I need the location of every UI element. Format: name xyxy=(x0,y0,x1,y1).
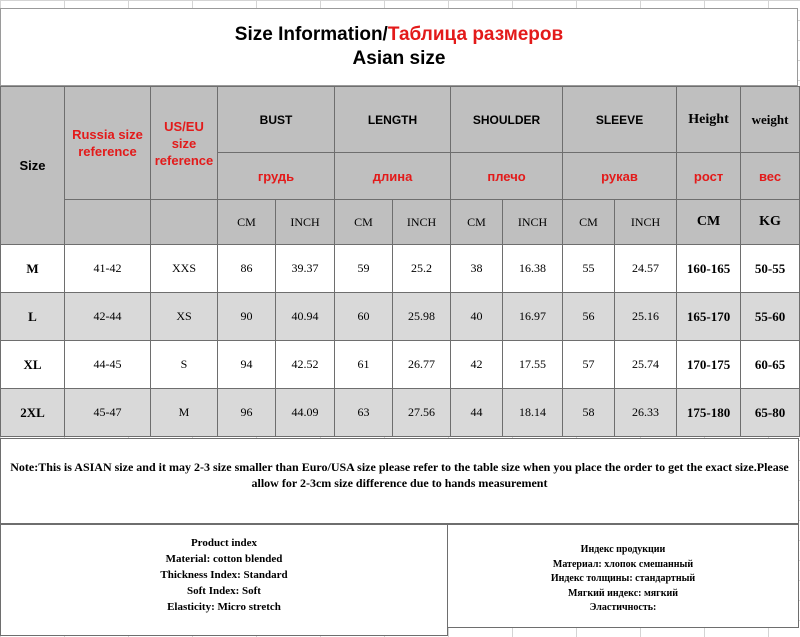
cell-useu: M xyxy=(151,389,218,437)
cell-length-cm: 61 xyxy=(335,341,393,389)
cell-russia: 42-44 xyxy=(65,293,151,341)
cell-size: XL xyxy=(1,341,65,389)
page-title xyxy=(235,23,563,47)
cell-shoulder-cm: 40 xyxy=(451,293,503,341)
cell-bust-inch: 40.94 xyxy=(276,293,335,341)
cell-shoulder-inch: 16.38 xyxy=(503,245,563,293)
header-length: LENGTH xyxy=(335,87,451,153)
cell-russia: 44-45 xyxy=(65,341,151,389)
cell-length-inch: 26.77 xyxy=(393,341,451,389)
cell-bust-cm: 86 xyxy=(218,245,276,293)
product-index-russian xyxy=(448,524,799,628)
header-russia-size: Russia size reference xyxy=(65,87,151,200)
unit-sleeve-cm: CM xyxy=(563,200,615,245)
material-line: Material: cotton blended xyxy=(165,553,283,565)
unit-sleeve-inch: INCH xyxy=(615,200,677,245)
table-row xyxy=(1,341,800,389)
header-height-ru: рост xyxy=(677,153,741,200)
header-bust-ru: грудь xyxy=(218,153,335,200)
cell-sleeve-cm: 56 xyxy=(563,293,615,341)
cell-height: 165-170 xyxy=(677,293,741,341)
header-bust: BUST xyxy=(218,87,335,153)
cell-length-inch: 25.98 xyxy=(393,293,451,341)
unit-height-cm: CM xyxy=(677,200,741,245)
cell-length-inch: 27.56 xyxy=(393,389,451,437)
header-useu-size: US/EU size reference xyxy=(151,87,218,200)
table-row xyxy=(1,293,800,341)
cell-sleeve-cm: 57 xyxy=(563,341,615,389)
header-weight: weight xyxy=(741,87,800,153)
table-row xyxy=(1,389,800,437)
cell-bust-inch: 39.37 xyxy=(276,245,335,293)
header-shoulder: SHOULDER xyxy=(451,87,563,153)
product-index-title: Product index xyxy=(190,537,258,549)
cell-length-cm: 59 xyxy=(335,245,393,293)
product-index-english xyxy=(0,524,448,636)
cell-size: L xyxy=(1,293,65,341)
cell-bust-inch: 44.09 xyxy=(276,389,335,437)
cell-sleeve-cm: 58 xyxy=(563,389,615,437)
page-subtitle: Asian size xyxy=(352,48,446,69)
cell-sleeve-inch: 25.16 xyxy=(615,293,677,341)
cell-sleeve-inch: 26.33 xyxy=(615,389,677,437)
cell-size: M xyxy=(1,245,65,293)
cell-shoulder-inch: 18.14 xyxy=(503,389,563,437)
cell-bust-inch: 42.52 xyxy=(276,341,335,389)
cell-size: 2XL xyxy=(1,389,65,437)
header-length-ru: длина xyxy=(335,153,451,200)
cell-sleeve-inch: 24.57 xyxy=(615,245,677,293)
soft-line: Soft Index: Soft xyxy=(187,585,261,597)
thickness-line: Thickness Index: Standard xyxy=(160,569,288,581)
cell-useu: XXS xyxy=(151,245,218,293)
cell-weight: 60-65 xyxy=(741,341,800,389)
cell-height: 160-165 xyxy=(677,245,741,293)
product-index-section xyxy=(0,524,799,636)
cell-sleeve-inch: 25.74 xyxy=(615,341,677,389)
title-russian: Таблица размеров xyxy=(387,24,564,45)
cell-weight: 65-80 xyxy=(741,389,800,437)
unit-bust-cm: CM xyxy=(218,200,276,245)
cell-height: 170-175 xyxy=(677,341,741,389)
cell-useu: XS xyxy=(151,293,218,341)
unit-length-cm: CM xyxy=(335,200,393,245)
unit-bust-inch: INCH xyxy=(276,200,335,245)
cell-length-cm: 63 xyxy=(335,389,393,437)
title-english: Size Information/ xyxy=(234,24,388,45)
cell-shoulder-cm: 44 xyxy=(451,389,503,437)
header-russia-blank xyxy=(65,200,151,245)
header-shoulder-ru: плечо xyxy=(451,153,563,200)
cell-height: 175-180 xyxy=(677,389,741,437)
soft-line-ru: Мягкий индекс: мягкий xyxy=(567,587,679,599)
header-useu-blank xyxy=(151,200,218,245)
unit-length-inch: INCH xyxy=(393,200,451,245)
table-row xyxy=(1,245,800,293)
elasticity-line-ru: Эластичность: xyxy=(589,602,657,613)
cell-shoulder-cm: 42 xyxy=(451,341,503,389)
header-weight-ru: вес xyxy=(741,153,800,200)
cell-length-cm: 60 xyxy=(335,293,393,341)
header-height: Height xyxy=(677,87,741,153)
header-size: Size xyxy=(1,87,65,245)
cell-sleeve-cm: 55 xyxy=(563,245,615,293)
cell-shoulder-cm: 38 xyxy=(451,245,503,293)
material-line-ru: Материал: хлопок смешанный xyxy=(552,558,694,570)
unit-weight-kg: KG xyxy=(741,200,800,245)
cell-shoulder-inch: 17.55 xyxy=(503,341,563,389)
cell-bust-cm: 94 xyxy=(218,341,276,389)
size-note-text: Note:This is ASIAN size and it may 2-3 size smaller than Euro/USA size please refer to the table size when you place the order to get the exact size.Please allow for 2-3cm size difference due to hands measurement xyxy=(10,460,789,490)
size-table xyxy=(0,86,800,437)
cell-useu: S xyxy=(151,341,218,389)
header-sleeve: SLEEVE xyxy=(563,87,677,153)
cell-bust-cm: 90 xyxy=(218,293,276,341)
size-note xyxy=(0,438,799,524)
cell-russia: 45-47 xyxy=(65,389,151,437)
cell-russia: 41-42 xyxy=(65,245,151,293)
header-sleeve-ru: рукав xyxy=(563,153,677,200)
cell-shoulder-inch: 16.97 xyxy=(503,293,563,341)
cell-weight: 55-60 xyxy=(741,293,800,341)
product-index-title-ru: Индекс продукции xyxy=(580,544,666,555)
unit-shoulder-cm: CM xyxy=(451,200,503,245)
thickness-line-ru: Индекс толщины: стандартный xyxy=(550,573,696,584)
cell-weight: 50-55 xyxy=(741,245,800,293)
unit-shoulder-inch: INCH xyxy=(503,200,563,245)
cell-bust-cm: 96 xyxy=(218,389,276,437)
title-box xyxy=(0,8,798,86)
elasticity-line: Elasticity: Micro stretch xyxy=(167,601,281,613)
cell-length-inch: 25.2 xyxy=(393,245,451,293)
